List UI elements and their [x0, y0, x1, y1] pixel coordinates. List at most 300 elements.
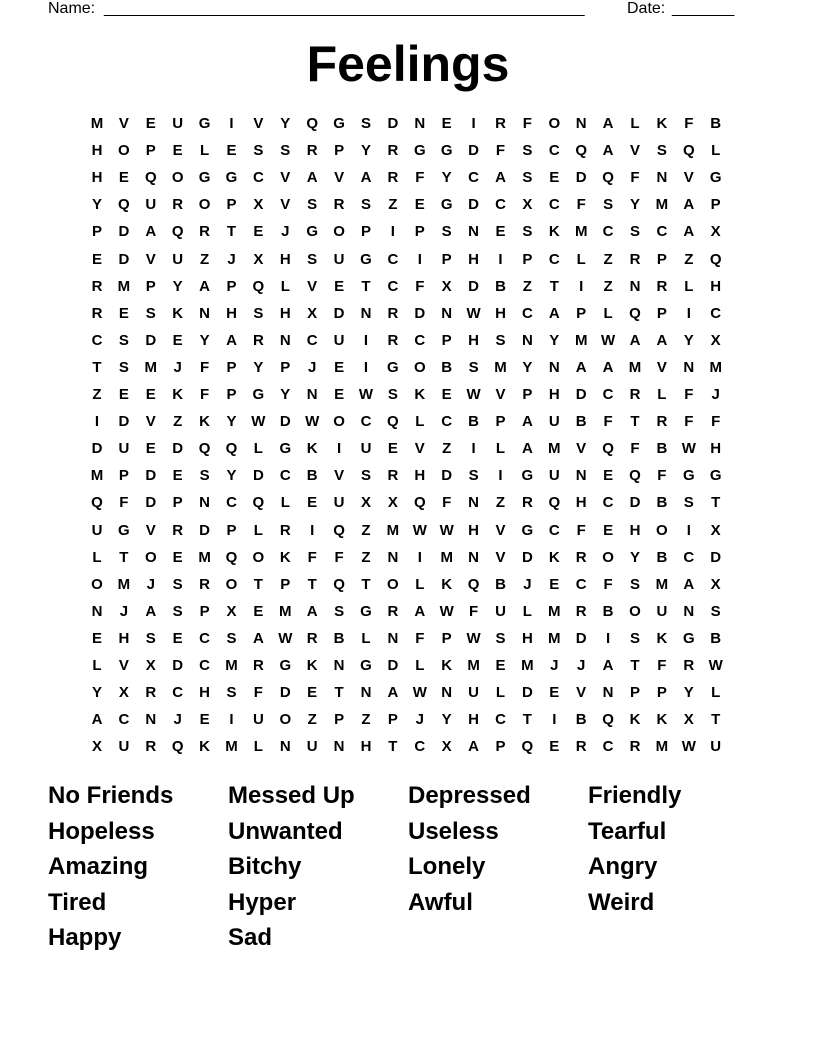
grid-letter[interactable]: V [576, 440, 587, 458]
grid-letter[interactable]: O [629, 602, 641, 620]
grid-letter[interactable]: S [145, 304, 156, 322]
grid-letter[interactable]: C [602, 738, 614, 756]
grid-letter[interactable]: X [253, 250, 264, 268]
grid-letter[interactable]: A [414, 602, 426, 620]
grid-letter[interactable]: M [548, 629, 561, 647]
grid-letter[interactable]: I [229, 711, 234, 729]
grid-letter[interactable]: G [387, 358, 399, 376]
grid-letter[interactable]: W [358, 386, 374, 403]
grid-letter[interactable]: Q [413, 494, 426, 512]
grid-letter[interactable]: Z [361, 711, 371, 729]
grid-letter[interactable]: W [466, 304, 481, 322]
grid-letter[interactable]: P [226, 196, 237, 214]
grid-letter[interactable]: F [576, 521, 586, 539]
grid-letter[interactable]: G [252, 386, 265, 403]
grid-letter[interactable]: K [414, 386, 426, 403]
grid-letter[interactable]: L [415, 575, 425, 593]
grid-letter[interactable]: F [522, 115, 532, 132]
grid-letter[interactable]: I [229, 115, 234, 132]
grid-letter[interactable]: S [199, 467, 210, 485]
grid-letter[interactable]: R [279, 521, 291, 539]
grid-letter[interactable]: N [199, 304, 211, 322]
grid-letter[interactable]: Q [602, 711, 614, 729]
grid-letter[interactable]: Z [522, 277, 532, 295]
grid-letter[interactable]: U [333, 331, 345, 349]
grid-letter[interactable]: V [118, 115, 129, 132]
grid-letter[interactable]: K [548, 223, 560, 241]
grid-letter[interactable]: C [91, 331, 103, 349]
grid-letter[interactable]: G [440, 196, 453, 214]
grid-letter[interactable]: X [710, 575, 721, 593]
grid-letter[interactable]: R [387, 142, 399, 160]
grid-letter[interactable]: P [441, 250, 452, 268]
grid-letter[interactable]: Q [629, 304, 641, 322]
grid-letter[interactable]: H [414, 467, 426, 485]
grid-letter[interactable]: S [307, 196, 318, 214]
grid-letter[interactable]: U [548, 413, 560, 431]
grid-letter[interactable]: K [441, 575, 453, 593]
grid-letter[interactable]: J [227, 250, 236, 268]
grid-letter[interactable]: Q [333, 521, 345, 539]
grid-letter[interactable]: S [360, 196, 371, 214]
grid-letter[interactable]: X [91, 738, 102, 756]
grid-letter[interactable]: Y [226, 413, 237, 431]
grid-letter[interactable]: B [656, 548, 668, 566]
grid-letter[interactable]: E [145, 115, 156, 132]
grid-letter[interactable]: N [575, 467, 587, 485]
grid-letter[interactable]: R [575, 738, 587, 756]
grid-letter[interactable]: F [334, 548, 344, 566]
grid-letter[interactable]: V [307, 277, 318, 295]
grid-letter[interactable]: C [602, 386, 614, 403]
grid-letter[interactable]: H [575, 494, 587, 512]
grid-letter[interactable]: L [711, 142, 721, 160]
grid-letter[interactable]: C [360, 413, 372, 431]
grid-letter[interactable]: E [172, 548, 183, 566]
grid-letter[interactable]: H [468, 521, 480, 539]
grid-letter[interactable]: Q [467, 575, 480, 593]
grid-letter[interactable]: F [684, 115, 694, 132]
grid-letter[interactable]: C [199, 657, 211, 674]
grid-letter[interactable]: H [118, 629, 130, 647]
grid-letter[interactable]: S [226, 629, 237, 647]
grid-letter[interactable]: J [711, 386, 720, 403]
grid-letter[interactable]: U [118, 738, 130, 756]
grid-letter[interactable]: N [279, 738, 291, 756]
grid-letter[interactable]: U [495, 602, 506, 620]
grid-letter[interactable]: P [656, 250, 667, 268]
grid-letter[interactable]: D [441, 467, 453, 485]
grid-letter[interactable]: Q [91, 494, 103, 512]
grid-letter[interactable]: N [683, 602, 695, 620]
grid-letter[interactable]: E [172, 629, 183, 647]
grid-letter[interactable]: K [279, 548, 291, 566]
grid-letter[interactable]: W [412, 684, 427, 702]
grid-letter[interactable]: Z [388, 196, 398, 214]
grid-letter[interactable]: I [363, 358, 369, 376]
grid-letter[interactable]: D [414, 304, 426, 322]
grid-letter[interactable]: I [498, 467, 503, 485]
grid-letter[interactable]: T [630, 657, 640, 674]
grid-letter[interactable]: Y [280, 115, 291, 132]
grid-letter[interactable]: F [307, 548, 317, 566]
grid-letter[interactable]: P [226, 358, 237, 376]
grid-letter[interactable]: H [91, 142, 103, 160]
grid-letter[interactable]: I [417, 548, 422, 566]
grid-letter[interactable]: O [333, 223, 345, 241]
grid-letter[interactable]: W [681, 738, 696, 756]
grid-letter[interactable]: C [118, 711, 130, 729]
grid-letter[interactable]: M [574, 331, 588, 349]
grid-letter[interactable]: M [117, 277, 131, 295]
grid-letter[interactable]: X [118, 684, 129, 702]
grid-letter[interactable]: N [279, 331, 291, 349]
grid-letter[interactable]: U [172, 115, 184, 132]
grid-letter[interactable]: Q [306, 115, 319, 132]
grid-letter[interactable]: O [252, 548, 265, 566]
grid-letter[interactable]: Z [442, 440, 452, 458]
grid-letter[interactable]: H [468, 250, 480, 268]
grid-letter[interactable]: B [495, 277, 506, 295]
grid-letter[interactable]: K [441, 657, 453, 674]
grid-letter[interactable]: F [253, 684, 263, 702]
grid-letter[interactable]: C [683, 548, 695, 566]
grid-letter[interactable]: W [412, 521, 427, 539]
grid-letter[interactable]: B [710, 115, 722, 132]
grid-letter[interactable]: E [549, 575, 560, 593]
grid-letter[interactable]: C [602, 223, 614, 241]
grid-letter[interactable]: P [414, 223, 425, 241]
grid-letter[interactable]: G [279, 657, 292, 674]
grid-letter[interactable]: F [469, 602, 479, 620]
grid-letter[interactable]: L [495, 684, 506, 702]
grid-letter[interactable]: S [468, 467, 479, 485]
grid-letter[interactable]: X [522, 196, 533, 214]
grid-letter[interactable]: S [710, 602, 721, 620]
grid-letter[interactable]: E [549, 684, 560, 702]
grid-letter[interactable]: T [92, 358, 102, 376]
grid-letter[interactable]: V [414, 440, 425, 458]
grid-letter[interactable]: G [521, 521, 534, 539]
grid-letter[interactable]: F [630, 440, 640, 458]
grid-letter[interactable]: J [308, 358, 317, 376]
grid-letter[interactable]: U [145, 196, 157, 214]
grid-letter[interactable]: E [118, 386, 129, 403]
grid-letter[interactable]: C [548, 196, 560, 214]
grid-letter[interactable]: D [468, 277, 480, 295]
grid-letter[interactable]: E [603, 467, 614, 485]
grid-letter[interactable]: S [226, 684, 237, 702]
grid-letter[interactable]: W [439, 602, 454, 620]
grid-letter[interactable]: P [629, 684, 640, 702]
grid-letter[interactable]: S [629, 223, 640, 241]
grid-letter[interactable]: Q [333, 575, 345, 593]
grid-letter[interactable]: Y [441, 169, 452, 187]
grid-letter[interactable]: R [387, 331, 399, 349]
grid-letter[interactable]: X [441, 277, 452, 295]
grid-letter[interactable]: P [656, 684, 667, 702]
grid-letter[interactable]: D [521, 684, 533, 702]
grid-letter[interactable]: D [172, 440, 184, 458]
grid-letter[interactable]: T [334, 684, 344, 702]
grid-letter[interactable]: B [306, 467, 318, 485]
grid-letter[interactable]: D [118, 250, 130, 268]
grid-letter[interactable]: L [576, 250, 586, 268]
grid-letter[interactable]: M [709, 358, 722, 376]
grid-letter[interactable]: F [630, 169, 640, 187]
grid-letter[interactable]: X [710, 331, 721, 349]
grid-letter[interactable]: L [361, 629, 371, 647]
grid-letter[interactable]: P [656, 304, 667, 322]
grid-letter[interactable]: S [522, 169, 533, 187]
grid-letter[interactable]: T [253, 575, 263, 593]
grid-letter[interactable]: H [468, 711, 480, 729]
grid-letter[interactable]: W [708, 657, 723, 674]
grid-letter[interactable]: F [711, 413, 721, 431]
grid-letter[interactable]: E [334, 277, 345, 295]
grid-letter[interactable]: V [576, 684, 587, 702]
grid-letter[interactable]: S [253, 142, 264, 160]
grid-letter[interactable]: F [200, 358, 210, 376]
grid-letter[interactable]: A [683, 223, 695, 241]
grid-letter[interactable]: D [91, 440, 103, 458]
grid-letter[interactable]: P [360, 223, 371, 241]
grid-letter[interactable]: M [521, 657, 534, 674]
grid-letter[interactable]: L [630, 115, 640, 132]
grid-letter[interactable]: K [306, 657, 318, 674]
grid-letter[interactable]: R [306, 629, 318, 647]
grid-letter[interactable]: D [279, 684, 291, 702]
grid-letter[interactable]: V [495, 521, 506, 539]
grid-letter[interactable]: O [333, 413, 345, 431]
grid-letter[interactable]: R [172, 521, 184, 539]
grid-letter[interactable]: P [118, 467, 129, 485]
grid-letter[interactable]: W [251, 413, 266, 431]
grid-letter[interactable]: C [468, 169, 480, 187]
grid-letter[interactable]: I [94, 413, 100, 431]
grid-letter[interactable]: Q [575, 142, 588, 160]
grid-letter[interactable]: M [440, 548, 453, 566]
grid-letter[interactable]: S [307, 250, 318, 268]
grid-letter[interactable]: N [414, 115, 426, 132]
grid-letter[interactable]: Y [441, 711, 452, 729]
grid-letter[interactable]: I [363, 331, 369, 349]
grid-letter[interactable]: E [387, 440, 398, 458]
grid-letter[interactable]: H [360, 738, 372, 756]
grid-letter[interactable]: F [119, 494, 129, 512]
grid-letter[interactable]: B [441, 358, 453, 376]
grid-letter[interactable]: U [710, 738, 722, 756]
grid-letter[interactable]: J [173, 358, 182, 376]
grid-letter[interactable]: D [333, 304, 345, 322]
grid-letter[interactable]: C [252, 169, 264, 187]
grid-letter[interactable]: S [253, 304, 264, 322]
grid-letter[interactable]: N [683, 358, 695, 376]
grid-letter[interactable]: P [522, 386, 533, 403]
grid-letter[interactable]: P [576, 304, 587, 322]
grid-letter[interactable]: U [548, 467, 560, 485]
grid-letter[interactable]: Q [118, 196, 130, 214]
grid-letter[interactable]: C [414, 738, 426, 756]
grid-letter[interactable]: I [471, 115, 476, 132]
grid-letter[interactable]: Q [387, 413, 399, 431]
grid-letter[interactable]: Q [198, 440, 211, 458]
grid-letter[interactable]: U [360, 440, 372, 458]
grid-letter[interactable]: D [118, 413, 130, 431]
grid-letter[interactable]: O [118, 142, 130, 160]
grid-letter[interactable]: U [91, 521, 103, 539]
grid-letter[interactable]: O [602, 548, 614, 566]
grid-letter[interactable]: C [521, 304, 533, 322]
grid-letter[interactable]: A [495, 169, 506, 187]
grid-letter[interactable]: K [172, 304, 184, 322]
grid-letter[interactable]: T [711, 494, 721, 512]
grid-letter[interactable]: D [279, 413, 291, 431]
grid-letter[interactable]: G [118, 521, 130, 539]
grid-letter[interactable]: L [415, 657, 425, 674]
grid-letter[interactable]: V [334, 467, 345, 485]
grid-letter[interactable]: C [441, 413, 453, 431]
grid-letter[interactable]: G [225, 169, 238, 187]
grid-letter[interactable]: S [360, 467, 371, 485]
grid-letter[interactable]: T [361, 575, 371, 593]
grid-letter[interactable]: N [521, 331, 533, 349]
grid-letter[interactable]: E [145, 440, 156, 458]
grid-letter[interactable]: Q [252, 277, 265, 295]
grid-letter[interactable]: N [333, 738, 345, 756]
grid-letter[interactable]: H [495, 304, 506, 322]
grid-letter[interactable]: R [306, 142, 318, 160]
grid-letter[interactable]: F [415, 629, 425, 647]
grid-letter[interactable]: E [307, 684, 318, 702]
grid-letter[interactable]: H [279, 304, 291, 322]
grid-letter[interactable]: Y [522, 358, 533, 376]
grid-letter[interactable]: N [468, 494, 480, 512]
grid-letter[interactable]: N [441, 304, 453, 322]
grid-letter[interactable]: F [684, 386, 694, 403]
grid-letter[interactable]: B [495, 575, 506, 593]
grid-letter[interactable]: M [548, 440, 561, 458]
grid-letter[interactable]: I [390, 223, 395, 241]
grid-letter[interactable]: C [414, 331, 426, 349]
grid-letter[interactable]: L [92, 548, 102, 566]
grid-letter[interactable]: Q [709, 250, 722, 268]
grid-letter[interactable]: X [226, 602, 237, 620]
grid-letter[interactable]: K [199, 738, 211, 756]
grid-letter[interactable]: N [360, 684, 372, 702]
grid-letter[interactable]: N [548, 358, 560, 376]
grid-letter[interactable]: Z [200, 250, 210, 268]
grid-letter[interactable]: J [119, 602, 129, 620]
grid-letter[interactable]: E [495, 223, 506, 241]
grid-letter[interactable]: Z [307, 711, 317, 729]
grid-letter[interactable]: E [226, 142, 237, 160]
grid-letter[interactable]: I [417, 250, 422, 268]
grid-letter[interactable]: A [602, 657, 614, 674]
grid-letter[interactable]: Q [171, 223, 184, 241]
grid-letter[interactable]: G [682, 467, 695, 485]
grid-letter[interactable]: A [602, 115, 614, 132]
grid-letter[interactable]: C [548, 250, 560, 268]
grid-letter[interactable]: A [656, 331, 668, 349]
grid-letter[interactable]: N [360, 304, 372, 322]
grid-letter[interactable]: N [468, 223, 480, 241]
grid-letter[interactable]: W [601, 331, 616, 349]
grid-letter[interactable]: F [657, 657, 667, 674]
grid-letter[interactable]: D [199, 521, 211, 539]
grid-letter[interactable]: P [226, 521, 237, 539]
grid-letter[interactable]: E [91, 629, 102, 647]
grid-letter[interactable]: K [656, 711, 668, 729]
grid-letter[interactable]: L [253, 440, 263, 458]
grid-letter[interactable]: N [387, 629, 399, 647]
grid-letter[interactable]: M [467, 657, 480, 674]
grid-letter[interactable]: X [683, 711, 694, 729]
grid-letter[interactable]: E [334, 358, 345, 376]
grid-letter[interactable]: S [334, 602, 345, 620]
grid-letter[interactable]: P [91, 223, 102, 241]
grid-letter[interactable]: H [710, 277, 722, 295]
grid-letter[interactable]: S [495, 331, 506, 349]
grid-letter[interactable]: M [225, 657, 238, 674]
grid-letter[interactable]: S [145, 629, 156, 647]
grid-letter[interactable]: C [710, 304, 722, 322]
grid-letter[interactable]: D [575, 629, 587, 647]
grid-letter[interactable]: Y [280, 386, 291, 403]
grid-letter[interactable]: L [657, 386, 667, 403]
grid-letter[interactable]: M [655, 575, 669, 593]
grid-letter[interactable]: Q [682, 142, 695, 160]
grid-letter[interactable]: Z [361, 521, 371, 539]
grid-letter[interactable]: V [683, 169, 694, 187]
grid-letter[interactable]: R [575, 548, 587, 566]
grid-letter[interactable]: P [226, 386, 237, 403]
grid-letter[interactable]: G [413, 142, 426, 160]
grid-letter[interactable]: T [388, 738, 398, 756]
grid-letter[interactable]: C [495, 711, 506, 729]
grid-letter[interactable]: C [199, 629, 211, 647]
grid-letter[interactable]: T [361, 277, 371, 295]
grid-letter[interactable]: I [686, 304, 691, 322]
grid-letter[interactable]: G [682, 629, 695, 647]
grid-letter[interactable]: D [118, 223, 130, 241]
grid-letter[interactable]: D [468, 196, 480, 214]
grid-letter[interactable]: C [602, 494, 614, 512]
grid-letter[interactable]: R [629, 250, 641, 268]
grid-letter[interactable]: V [495, 386, 506, 403]
grid-letter[interactable]: H [548, 386, 560, 403]
grid-letter[interactable]: Q [548, 494, 561, 512]
grid-letter[interactable]: C [548, 142, 560, 160]
grid-letter[interactable]: I [310, 521, 315, 539]
grid-letter[interactable]: R [91, 277, 103, 295]
grid-letter[interactable]: S [387, 386, 398, 403]
grid-letter[interactable]: J [281, 223, 290, 241]
grid-letter[interactable]: T [119, 548, 129, 566]
grid-letter[interactable]: N [468, 548, 480, 566]
grid-letter[interactable]: O [387, 575, 399, 593]
grid-letter[interactable]: S [172, 575, 183, 593]
grid-letter[interactable]: N [441, 684, 453, 702]
grid-letter[interactable]: H [629, 521, 641, 539]
grid-letter[interactable]: Q [629, 467, 641, 485]
grid-letter[interactable]: E [307, 494, 318, 512]
grid-letter[interactable]: E [172, 142, 183, 160]
grid-letter[interactable]: X [710, 521, 721, 539]
grid-letter[interactable]: P [280, 575, 291, 593]
grid-letter[interactable]: R [252, 331, 264, 349]
grid-letter[interactable]: N [602, 684, 614, 702]
